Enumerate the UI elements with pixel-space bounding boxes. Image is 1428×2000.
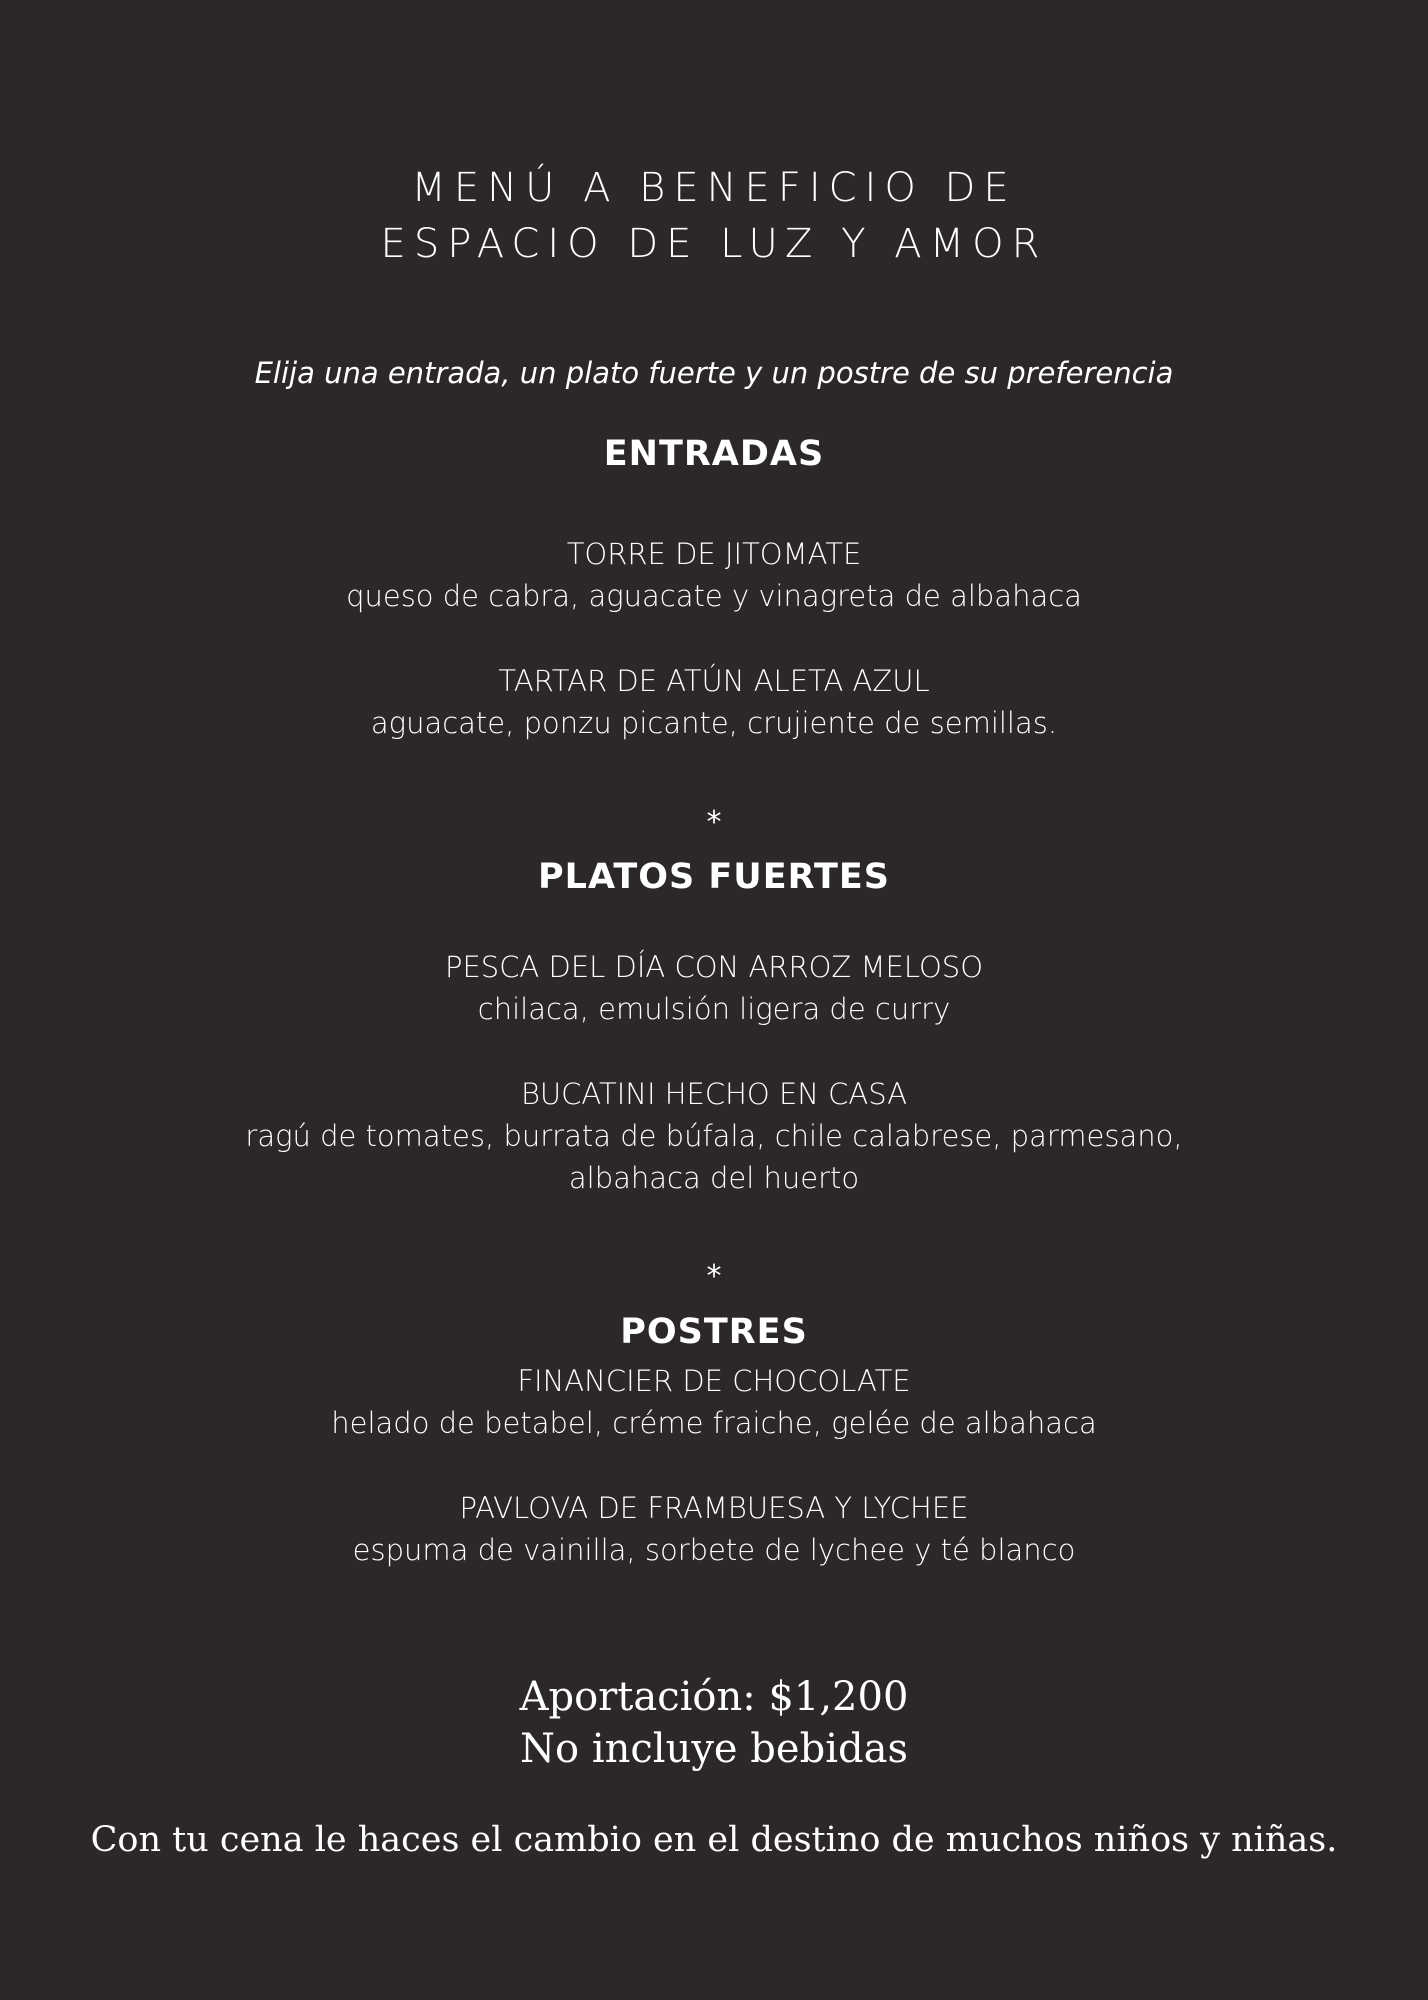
- price-contribution: Aportación: $1,200: [519, 1674, 909, 1720]
- section-heading-platos-fuertes: PLATOS FUERTES: [538, 857, 890, 897]
- menu-title-line-2: ESPACIO DE LUZ Y AMOR: [380, 221, 1048, 267]
- section-heading-entradas: ENTRADAS: [603, 434, 825, 474]
- menu-title-line-1: MENÚ A BENEFICIO DE: [411, 165, 1017, 211]
- section-separator: *: [706, 1259, 722, 1294]
- dish-name: PAVLOVA DE FRAMBUESA Y LYCHEE: [459, 1491, 969, 1525]
- menu-instructions: Elija una entrada, un plato fuerte y un postre de su preferencia: [254, 356, 1174, 390]
- section-separator: *: [706, 805, 722, 840]
- dish-name: FINANCIER DE CHOCOLATE: [517, 1364, 911, 1398]
- section-heading-postres: POSTRES: [620, 1312, 808, 1352]
- drinks-note: No incluye bebidas: [520, 1726, 908, 1772]
- dish-description: espuma de vainilla, sorbete de lychee y té blanco: [352, 1533, 1076, 1567]
- closing-message: Con tu cena le haces el cambio en el destino de muchos niños y niñas.: [90, 1820, 1338, 1860]
- dish-description-line-2: albahaca del huerto: [568, 1161, 860, 1195]
- dish-name: BUCATINI HECHO EN CASA: [520, 1077, 908, 1111]
- dish-name: TORRE DE JITOMATE: [566, 537, 862, 571]
- dish-description-line-1: ragú de tomates, burrata de búfala, chile calabrese, parmesano,: [245, 1119, 1183, 1153]
- dish-description: helado de betabel, créme fraiche, gelée de albahaca: [331, 1406, 1097, 1440]
- dish-description: chilaca, emulsión ligera de curry: [477, 992, 951, 1026]
- dish-name: TARTAR DE ATÚN ALETA AZUL: [498, 664, 930, 698]
- dish-description: queso de cabra, aguacate y vinagreta de albahaca: [346, 579, 1082, 613]
- dish-description: aguacate, ponzu picante, crujiente de semillas.: [370, 706, 1058, 740]
- dish-name: PESCA DEL DÍA CON ARROZ MELOSO: [444, 950, 984, 984]
